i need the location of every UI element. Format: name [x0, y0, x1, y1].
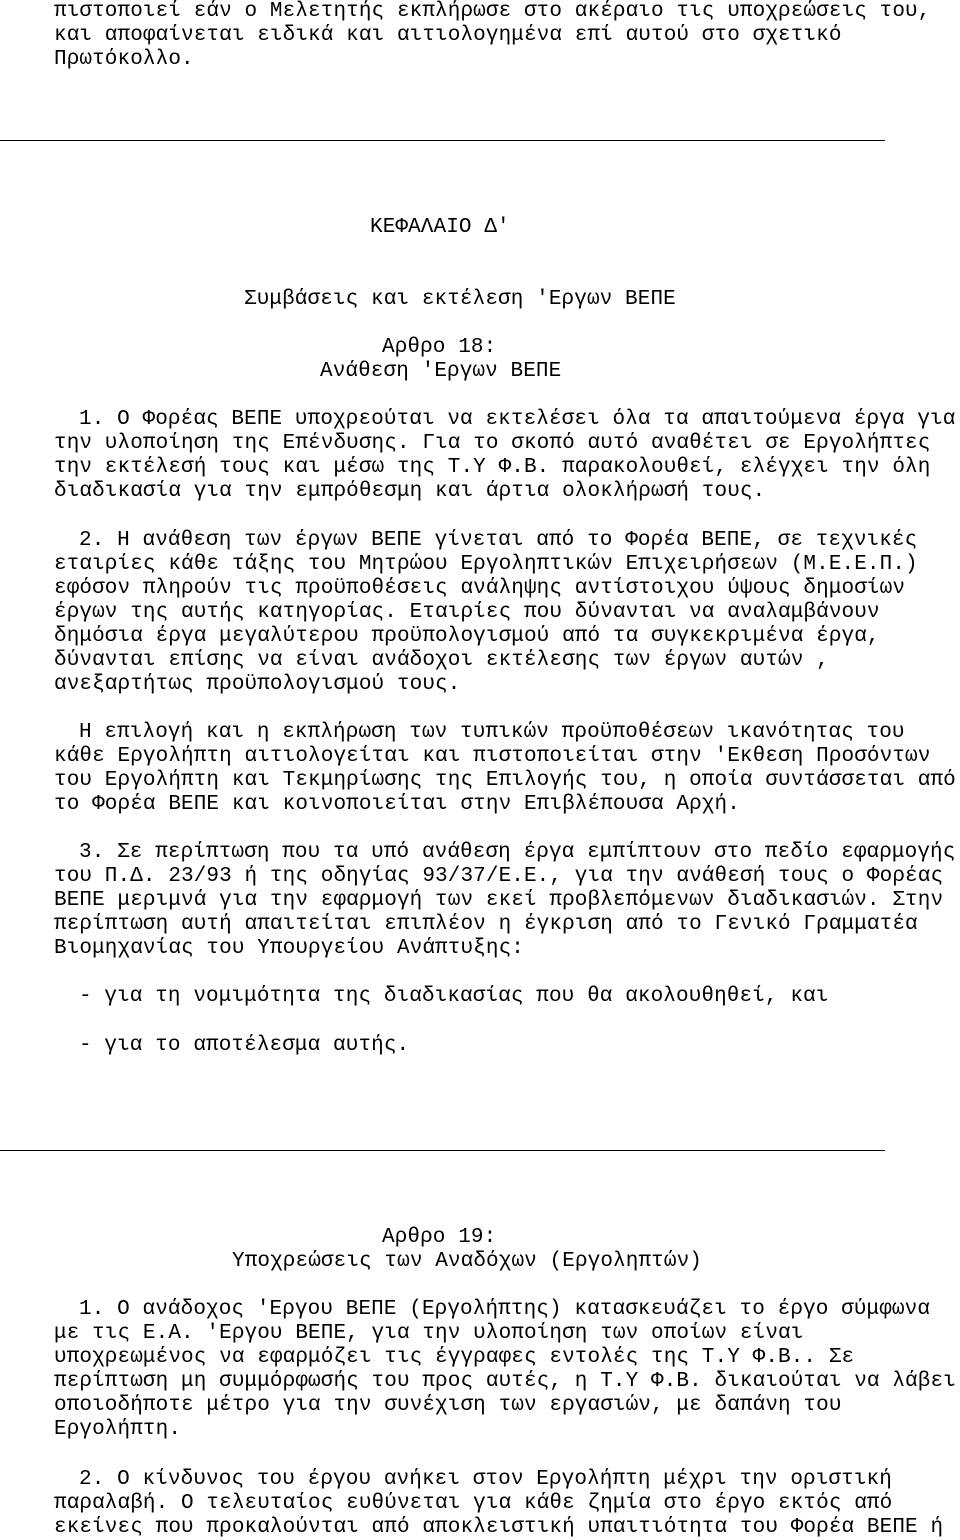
- paragraph-line: παραλαβή. Ο τελευταίος ευθύνεται για κάθε ζημία στο έργο εκτός από: [54, 1492, 893, 1515]
- list-item: - για το αποτέλεσμα αυτής.: [79, 1034, 410, 1057]
- paragraph-line: εκείνες που προκαλούνται από αποκλειστική υπαιτιότητα του Φορέα ΒΕΠΕ ή: [54, 1516, 944, 1539]
- article-19-paragraph-2: [54, 1468, 943, 1540]
- paragraph-line: εφόσον πληρούν τις προϋποθέσεις ανάληψης αντίστοιχου ύψους δημοσίων: [54, 577, 906, 600]
- paragraph-line: Βιομηχανίας του Υπουργείου Ανάπτυξης:: [54, 937, 524, 960]
- section-separator: [0, 140, 885, 141]
- paragraph-line: εταιρίες κάθε τάξης του Μητρώου Εργοληπτικών Επιχειρήσεων (Μ.Ε.Ε.Π.): [54, 553, 918, 576]
- paragraph-line: κάθε Εργολήπτη αιτιολογείται και πιστοποιείται στην 'Εκθεση Προσόντων: [54, 745, 931, 768]
- paragraph-line: περίπτωση μη συμμόρφωσής του προς αυτές, η Τ.Υ Φ.Β. δικαιούται να λάβει: [54, 1370, 956, 1393]
- paragraph-line: δύνανται επίσης να είναι ανάδοχοι εκτέλεσης των έργων αυτών ,: [54, 649, 829, 672]
- chapter-subtitle: Συμβάσεις και εκτέλεση 'Εργων ΒΕΠΕ: [244, 288, 676, 311]
- paragraph-line: 3. Σε περίπτωση που τα υπό ανάθεση έργα εμπίπτουν στο πεδίο εφαρμογής: [79, 841, 956, 864]
- section-separator: [0, 1150, 885, 1151]
- paragraph-line: Η επιλογή και η εκπλήρωση των τυπικών προϋποθέσεων ικανότητας του: [79, 721, 905, 744]
- paragraph-line: 2. Ο κίνδυνος του έργου ανήκει στον Εργολήπτη μέχρι την οριστική: [79, 1468, 892, 1491]
- paragraph-line: έργων της αυτής κατηγορίας. Εταιρίες που δύνανται να αναλαμβάνουν: [54, 601, 880, 624]
- paragraph-line: 1. Ο Φορέας ΒΕΠΕ υποχρεούται να εκτελέσει όλα τα απαιτούμενα έργα για: [79, 408, 956, 431]
- paragraph-line: με τις Ε.Α. 'Εργου ΒΕΠΕ, για την υλοποίηση των οποίων είναι: [54, 1322, 804, 1345]
- intro-line: και αποφαίνεται ειδικά και αιτιολογημένα επί αυτού στο σχετικό: [54, 24, 842, 47]
- paragraph-line: την εκτέλεσή τους και μέσω της Τ.Υ Φ.Β. παρακολουθεί, ελέγχει την όλη: [54, 456, 931, 479]
- paragraph-line: την υλοποίηση της Επένδυσης. Για το σκοπό αυτό αναθέτει σε Εργολήπτες: [54, 432, 931, 455]
- chapter-title: ΚΕΦΑΛΑΙΟ Δ': [370, 216, 510, 239]
- paragraph-line: υποχρεωμένος να εφαρμόζει τις έγγραφες εντολές της Τ.Υ Φ.Β.. Σε: [54, 1346, 855, 1369]
- list-item: - για τη νομιμότητα της διαδικασίας που θα ακολουθηθεί, και: [79, 985, 829, 1008]
- paragraph-line: 2. Η ανάθεση των έργων ΒΕΠΕ γίνεται από το Φορέα ΒΕΠΕ, σε τεχνικές: [79, 529, 918, 552]
- paragraph-line: περίπτωση αυτή απαιτείται επιπλέον η έγκριση από το Γενικό Γραμματέα: [54, 913, 918, 936]
- intro-line: πιστοποιεί εάν ο Μελετητής εκπλήρωσε στο ακέραιο τις υποχρεώσεις του,: [54, 0, 931, 23]
- paragraph-line: οποιοδήποτε μέτρο για την συνέχιση των εργασιών, με δαπάνη του: [54, 1394, 842, 1417]
- paragraph-line: ΒΕΠΕ μεριμνά για την εφαρμογή των εκεί προβλεπόμενων διαδικασιών. Στην: [54, 889, 944, 912]
- paragraph-line: Εργολήπτη.: [54, 1418, 182, 1441]
- paragraph-line: διαδικασία για την εμπρόθεσμη και άρτια ολοκλήρωσή τους.: [54, 480, 766, 503]
- paragraph-line: ανεξαρτήτως προϋπολογισμού τους.: [54, 673, 461, 696]
- paragraph-line: δημόσια έργα μεγαλύτερου προϋπολογισμού από τα συγκεκριμένα έργα,: [54, 625, 880, 648]
- paragraph-line: του Π.Δ. 23/93 ή της οδηγίας 93/37/Ε.Ε., για την ανάθεσή τους ο Φορέας: [54, 865, 944, 888]
- article-18-title: Ανάθεση 'Εργων ΒΕΠΕ: [320, 360, 562, 383]
- article-18-heading: Αρθρο 18:: [382, 336, 497, 359]
- article-19-title: Υποχρεώσεις των Αναδόχων (Εργοληπτών): [232, 1250, 702, 1273]
- paragraph-line: το Φορέα ΒΕΠΕ και κοινοποιείται στην Επιβλέπουσα Αρχή.: [54, 793, 740, 816]
- intro-line: Πρωτόκολλο.: [54, 48, 194, 71]
- article-19-paragraph-1: [54, 1298, 956, 1442]
- article-18-paragraph-1: [54, 408, 955, 504]
- article-18-paragraph-2: [54, 529, 918, 697]
- paragraph-line: του Εργολήπτη και Τεκμηρίωσης της Επιλογής του, η οποία συντάσσεται από: [54, 769, 956, 792]
- article-19-heading: Αρθρο 19:: [382, 1226, 497, 1249]
- article-18-paragraph-3: [54, 721, 956, 817]
- paragraph-line: 1. Ο ανάδοχος 'Εργου ΒΕΠΕ (Εργολήπτης) κατασκευάζει το έργο σύμφωνα: [79, 1298, 931, 1321]
- article-18-paragraph-4: [54, 841, 955, 961]
- intro-text: [54, 0, 930, 72]
